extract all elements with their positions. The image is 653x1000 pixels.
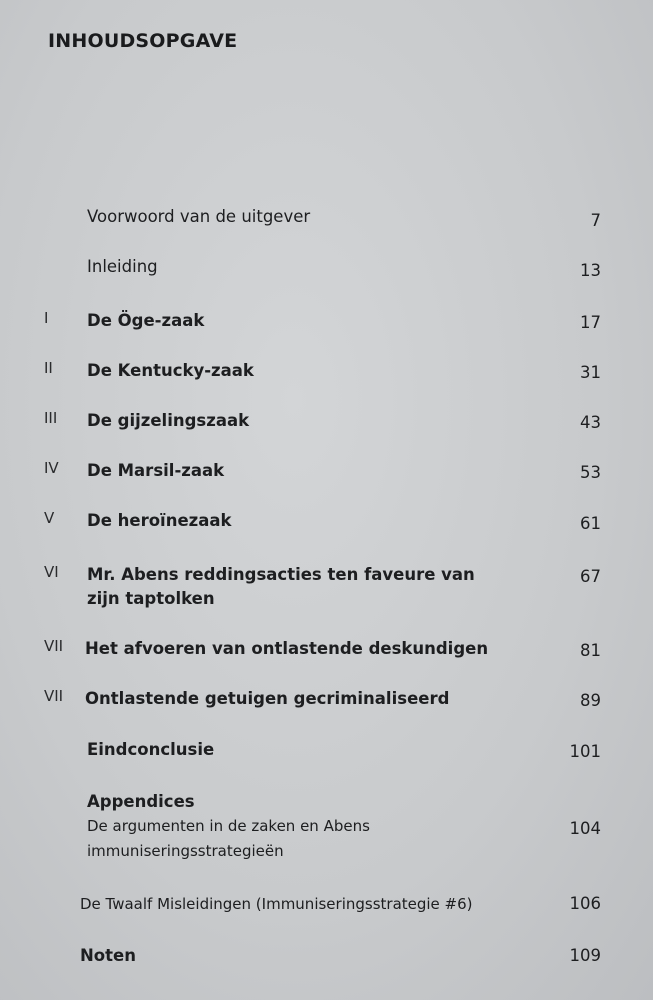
chapter-number: II xyxy=(44,359,53,377)
chapter-number: V xyxy=(44,509,55,527)
appendices-heading: Appendices xyxy=(87,792,195,811)
chapter-number: IV xyxy=(44,459,59,477)
notes-page: 109 xyxy=(569,946,601,965)
appendix-entry-label: De Twaalf Misleidingen (Immuniseringsstrategie #6) xyxy=(80,895,473,913)
appendix-page: 104 xyxy=(569,819,601,838)
toc-page: 61 xyxy=(580,514,601,533)
toc-page: 101 xyxy=(569,742,601,761)
toc-label: De Öge-zaak xyxy=(87,311,205,330)
toc-label: Eindconclusie xyxy=(87,740,215,759)
toc-label: Voorwoord van de uitgever xyxy=(87,207,311,226)
appendix-page: 106 xyxy=(569,894,601,913)
appendix-entry-line1: De argumenten in de zaken en Abens xyxy=(87,817,370,835)
toc-page: 13 xyxy=(580,261,601,280)
page-title: INHOUDSOPGAVE xyxy=(48,30,238,52)
toc-label: De gijzelingszaak xyxy=(87,411,250,430)
toc-page: 67 xyxy=(580,567,601,586)
toc-label: Ontlastende getuigen gecriminaliseerd xyxy=(85,689,450,708)
toc-page: 81 xyxy=(580,641,601,660)
toc-page: 17 xyxy=(580,313,601,332)
toc-page: 31 xyxy=(580,363,601,382)
toc-label: Inleiding xyxy=(87,257,158,276)
chapter-number: VII xyxy=(44,687,64,705)
toc-page: 89 xyxy=(580,691,601,710)
chapter-number: VI xyxy=(44,563,59,581)
toc-label: De Marsil-zaak xyxy=(87,461,225,480)
toc-label-line2: zijn taptolken xyxy=(87,589,215,608)
appendix-entry-line2: immuniseringsstrategieën xyxy=(87,842,284,860)
toc-page: 7 xyxy=(590,211,601,230)
chapter-number: VII xyxy=(44,637,64,655)
chapter-number: I xyxy=(44,309,49,327)
chapter-number: III xyxy=(44,409,58,427)
toc-page: 43 xyxy=(580,413,601,432)
toc-label-line1: Mr. Abens reddingsacties ten faveure van xyxy=(87,565,475,584)
toc-label: Het afvoeren van ontlastende deskundigen xyxy=(85,639,489,658)
toc-label: De heroïnezaak xyxy=(87,511,232,530)
toc-label: De Kentucky-zaak xyxy=(87,361,254,380)
toc-page: 53 xyxy=(580,463,601,482)
notes-label: Noten xyxy=(80,946,136,965)
